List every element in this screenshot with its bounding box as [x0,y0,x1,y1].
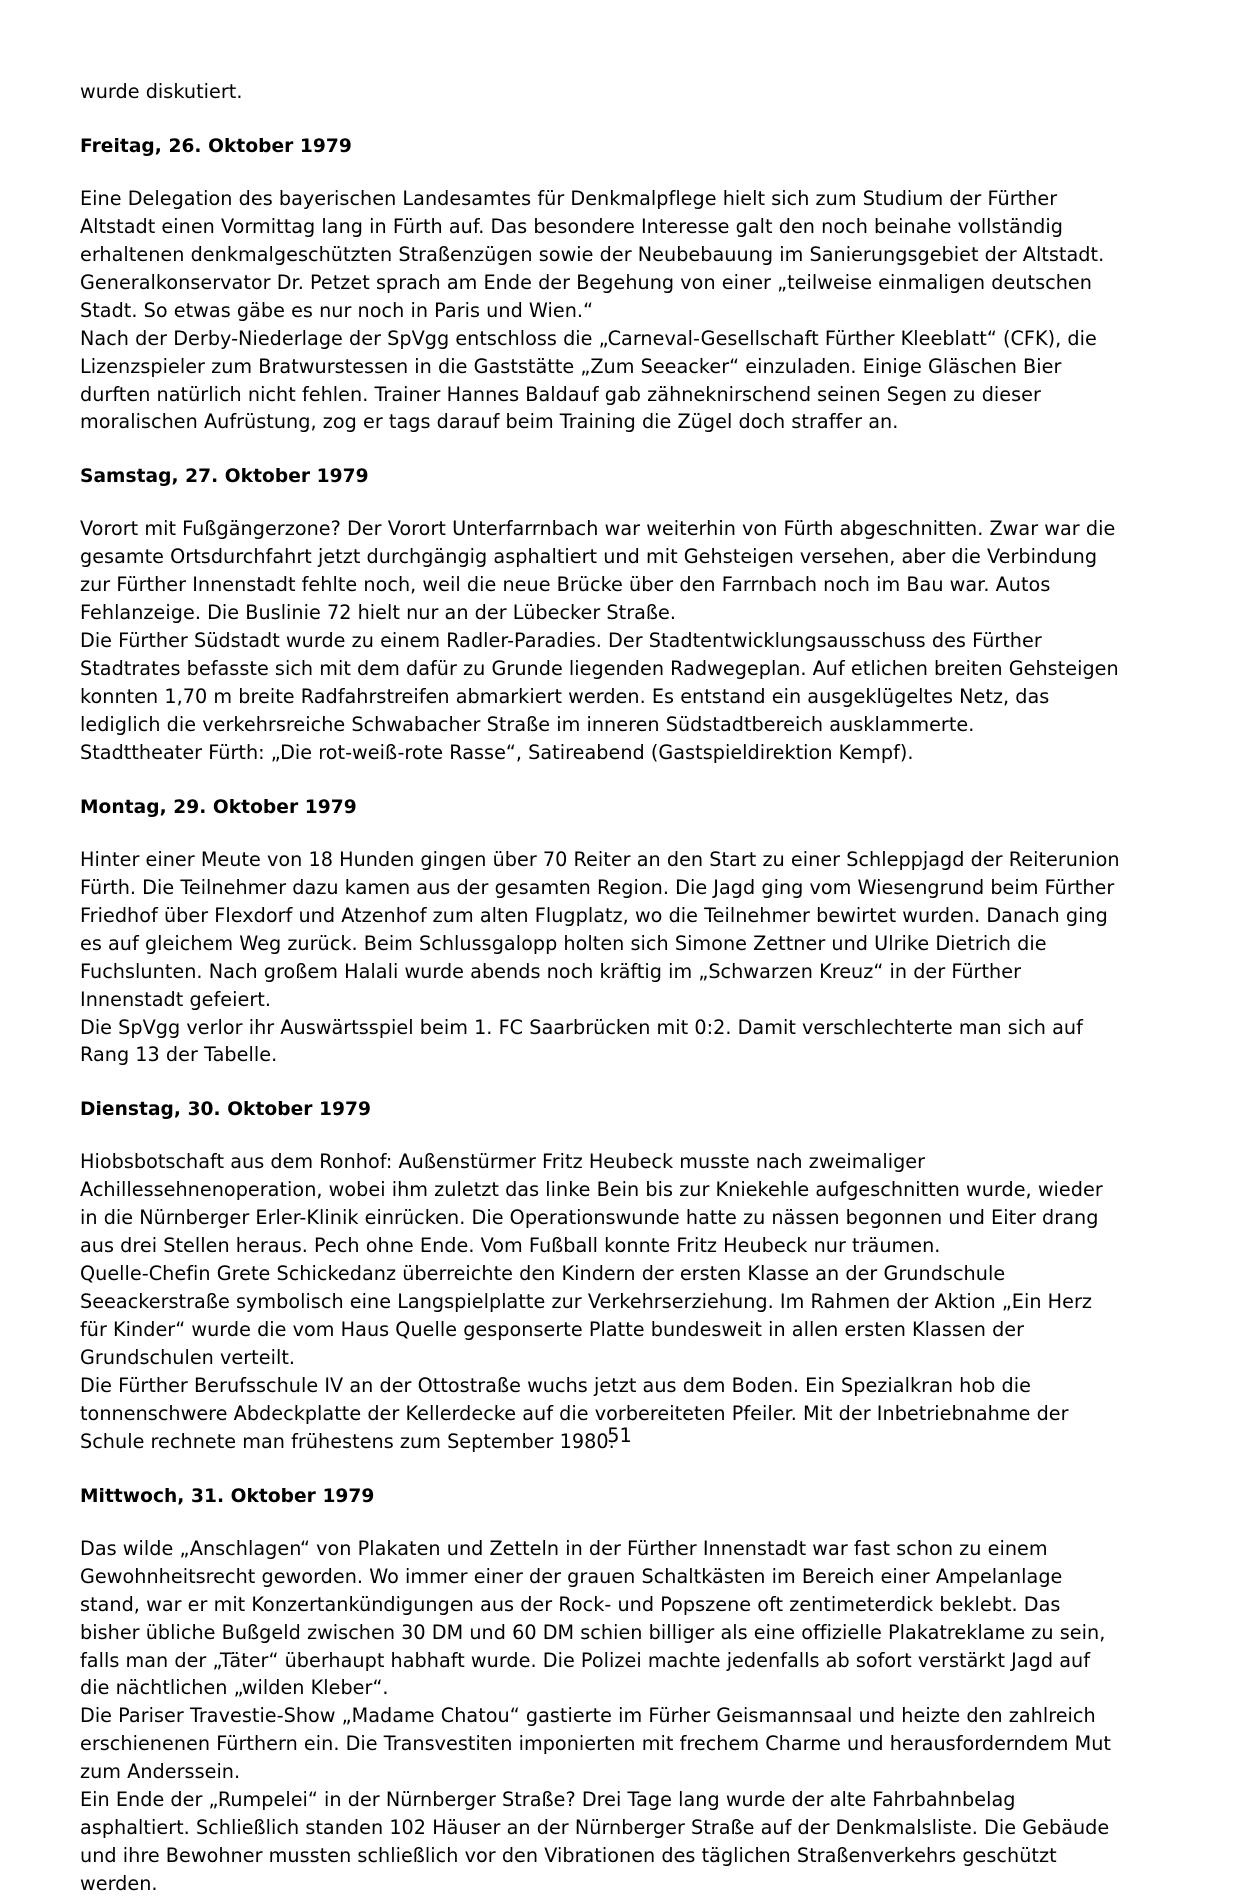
page-content [80,78,1120,1898]
page-number: 51 [607,1424,632,1447]
paragraph: Die Pariser Travestie-Show „Madame Chatou“ gastierte im Fürher Geismannsaal und heizte den zahlreich erschienenen Fürthern ein. Die Transvestiten imponierten mit frechem Charme und herausforderndem Mut zum Anderssein. [80,1704,1111,1784]
paragraph: Stadttheater Fürth: „Die rot-weiß-rote Rasse“, Satireabend (Gastspieldirektion Kempf). [80,740,914,764]
section-freitag-26-oktober-1979 [80,106,1120,436]
paragraph: Ein Ende der „Rumpelei“ in der Nürnberger Straße? Drei Tage lang wurde der alte Fahrbahnbelag asphaltiert. Schließlich standen 102 Häuser an der Nürnberger Straße auf der Denkmalsliste. Die Gebäude und ihre Bewohner mussten schließlich vor den Vibrationen des täglichen Straßenverkehrs geschützt werden. [80,1788,1110,1896]
paragraph: Eine Delegation des bayerischen Landesamtes für Denkmalpflege hielt sich zum Studium der Fürther Altstadt einen Vormittag lang in Fürth auf. Das besondere Interesse galt den noch beinahe vollständig erhaltenen denkmalgeschützten Straßenzügen sowie der Neubebauung im Sanierungsgebiet der Altstadt. Generalkonservator Dr. Petzet sprach am Ende der Begehung von einer „teilweise einmaligen deutschen Stadt. So etwas gäbe es nur noch in Paris und Wien.“ [80,186,1105,322]
date-heading: Samstag, 27. Oktober 1979 [80,466,369,488]
paragraph: Das wilde „Anschlagen“ von Plakaten und Zetteln in der Fürther Innenstadt war fast schon zu einem Gewohnheitsrecht geworden. Wo immer einer der grauen Schaltkästen im Bereich einer Ampelanlage stand, war er mit Konzertankündigungen aus der Rock- und Popszene oft zentimeterdick beklebt. Das bisher übliche Bußgeld zwischen 30 DM und 60 DM schien billiger als eine offizielle Plakatreklame zu sein, falls man der „Täter“ überhaupt habhaft wurde. Die Polizei machte jedenfalls ab sofort verstärkt Jagd auf die nächtlichen „wilden Kleber“. [80,1536,1106,1700]
paragraph: Hinter einer Meute von 18 Hunden gingen über 70 Reiter an den Start zu einer Schleppjagd der Reiterunion Fürth. Die Teilnehmer dazu kamen aus der gesamten Region. Die Jagd ging vom Wiesengrund beim Fürther Friedhof über Flexdorf und Atzenhof zum alten Flugplatz, wo die Teilnehmer bewirtet wurden. Danach ging es auf gleichem Weg zurück. Beim Schlussgalopp holten sich Simone Zettner und Ulrike Dietrich die Fuchslunten. Nach großem Halali wurde abends noch kräftig im „Schwarzen Kreuz“ in der Fürther Innenstadt gefeiert. [80,847,1120,1011]
paragraph: Die Fürther Südstadt wurde zu einem Radler-Paradies. Der Stadtentwicklungsausschuss des Fürther Stadtrates befasste sich mit dem dafür zu Grunde liegenden Radwegeplan. Auf etlichen breiten Gehsteigen konnten 1,70 m breite Radfahrstreifen abmarkiert werden. Es entstand ein ausgeklügeltes Netz, das lediglich die verkehrsreiche Schwabacher Straße im inneren Südstadtbereich ausklammerte. [80,629,1119,736]
date-heading: Mittwoch, 31. Oktober 1979 [80,1485,375,1507]
section-montag-29-oktober-1979 [80,767,1120,1070]
section-samstag-27-oktober-1979 [80,436,1120,766]
intro-paragraph: wurde diskutiert. [80,80,243,103]
section-mittwoch-31-oktober-1979 [80,1456,1120,1898]
paragraph: Die SpVgg verlor ihr Auswärtsspiel beim 1. FC Saarbrücken mit 0:2. Damit verschlechterte man sich auf Rang 13 der Tabelle. [80,1015,1083,1067]
paragraph: Quelle-Chefin Grete Schickedanz überreichte den Kindern der ersten Klasse an der Grundschule Seeackerstraße symbolisch eine Langspielplatte zur Verkehrserziehung. Im Rahmen der Aktion „Ein Herz für Kinder“ wurde die vom Haus Quelle gesponserte Platte bundesweit in allen ersten Klassen der Grundschulen verteilt. [80,1262,1093,1369]
date-heading: Freitag, 26. Oktober 1979 [80,135,352,157]
date-heading: Dienstag, 30. Oktober 1979 [80,1099,372,1121]
paragraph: Hiobsbotschaft aus dem Ronhof: Außenstürmer Fritz Heubeck musste nach zweimaliger Achillessehnenoperation, wobei ihm zuletzt das linke Bein bis zur Kniekehle aufgeschnitten wurde, wieder in die Nürnberger Erler-Klinik einrücken. Die Operationswunde hatte zu nässen begonnen und Eiter drang aus drei Stellen heraus. Pech ohne Ende. Vom Fußball konnte Fritz Heubeck nur träumen. [80,1150,1103,1258]
paragraph: Die Fürther Berufsschule IV an der Ottostraße wuchs jetzt aus dem Boden. Ein Spezialkran hob die tonnenschwere Abdeckplatte der Kellerdecke auf die vorbereiteten Pfeiler. Mit der Inbetriebnahme der Schule rechnete man frühestens zum September 1980. [80,1373,1069,1453]
section-dienstag-30-oktober-1979 [80,1069,1120,1455]
paragraph: Vorort mit Fußgängerzone? Der Vorort Unterfarrnbach war weiterhin von Fürth abgeschnitten. Zwar war die gesamte Ortsdurchfahrt jetzt durchgängig asphaltiert und mit Gehsteigen versehen, aber die Verbindung zur Fürther Innenstadt fehlte noch, weil die neue Brücke über den Farrnbach noch im Bau war. Autos Fehlanzeige. Die Buslinie 72 hielt nur an der Lübecker Straße. [80,517,1116,625]
date-heading: Montag, 29. Oktober 1979 [80,796,357,818]
paragraph: Nach der Derby-Niederlage der SpVgg entschloss die „Carneval-Gesellschaft Fürther Kleeblatt“ (CFK), die Lizenzspieler zum Bratwurstessen in die Gaststätte „Zum Seeacker“ einzuladen. Einige Gläschen Bier durften natürlich nicht fehlen. Trainer Hannes Baldauf gab zähneknirschend seinen Segen zu dieser moralischen Aufrüstung, zog er tags darauf beim Training die Zügel doch straffer an. [80,326,1097,434]
